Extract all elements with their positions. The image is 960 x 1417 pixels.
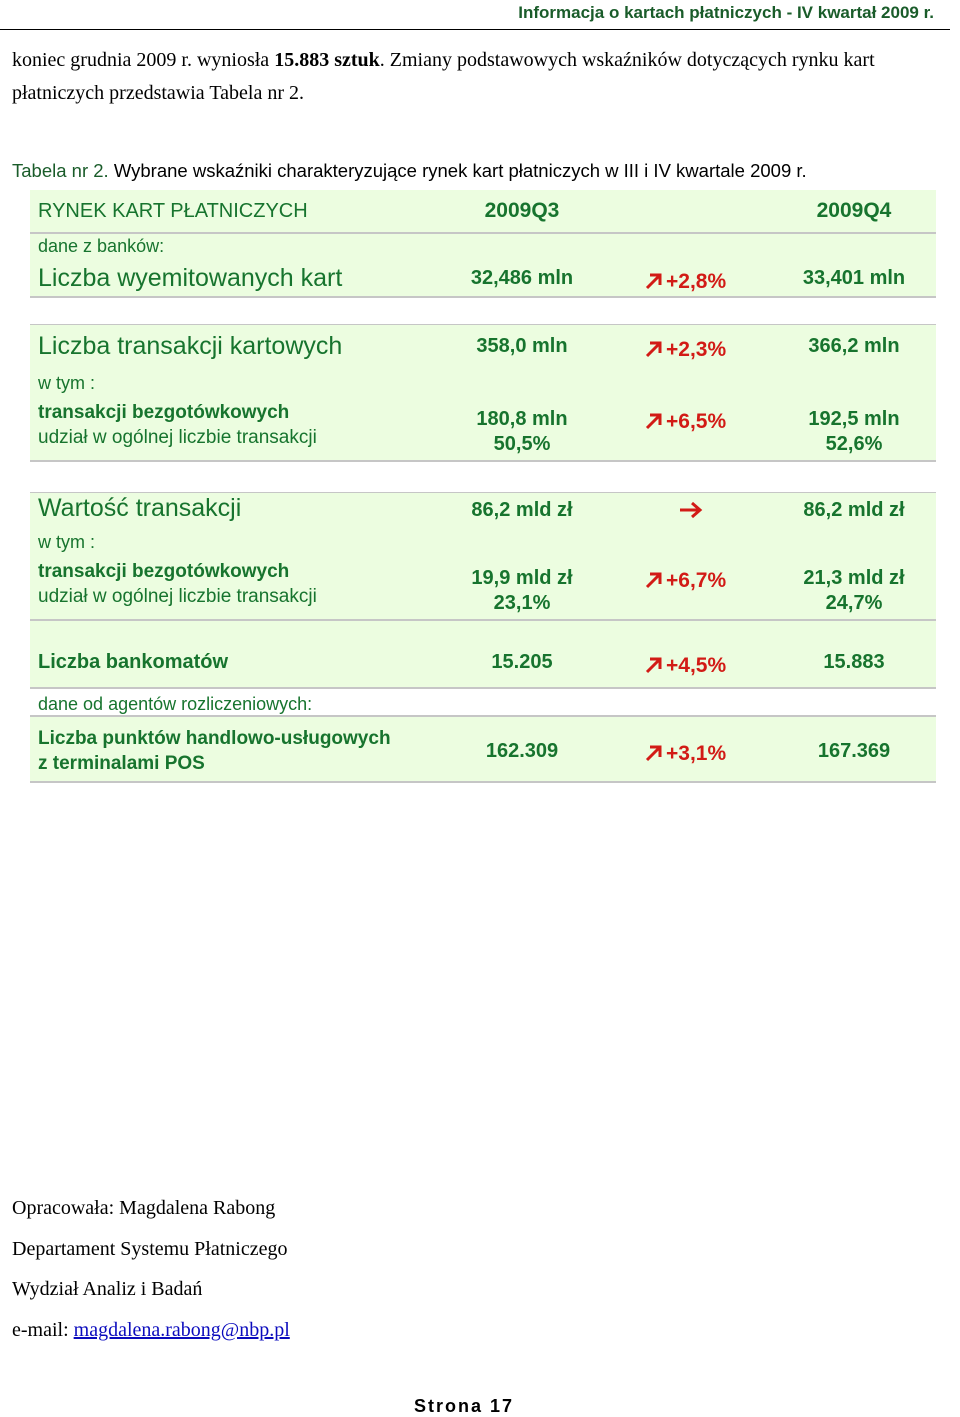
- arrow-up-right-icon: [644, 744, 664, 762]
- atms-q4: 15.883: [823, 651, 885, 673]
- value-share-q4: 24,7%: [825, 592, 883, 614]
- header-title: Informacja o kartach płatniczych - IV kwartał 2009 r.: [518, 3, 934, 22]
- transactions-sub-q3: 180,8 mln: [476, 408, 568, 430]
- arrow-up-right-icon: [644, 272, 664, 290]
- caption-label: Tabela nr 2.: [12, 160, 109, 181]
- transactions-sub-change: +6,5%: [644, 410, 726, 434]
- arrow-up-right-icon: [644, 412, 664, 430]
- value-share-label: udział w ogólnej liczbie transakcji: [38, 586, 317, 607]
- transactions-q4: 366,2 mln: [808, 335, 900, 357]
- divider: [30, 619, 936, 621]
- wtym-label: w tym :: [38, 373, 95, 393]
- atms-change: +4,5%: [644, 654, 726, 678]
- divider: [30, 687, 936, 689]
- intro-text-2: . Zmiany podstawowych wskaźników dotyczących rynku kart płatniczych przedstawia Tabela nr 2.: [12, 49, 875, 104]
- table-caption: [12, 160, 956, 182]
- divider: [30, 324, 936, 325]
- divider: [30, 492, 936, 493]
- atms-label: Liczba bankomatów: [38, 651, 229, 673]
- intro-bold: 15.883 sztuk: [274, 49, 380, 71]
- department-line: Departament Systemu Płatniczego: [12, 1237, 288, 1260]
- transactions-share-q4: 52,6%: [825, 433, 883, 455]
- value-sub-change: +6,7%: [644, 569, 726, 593]
- value-q4: 86,2 mld zł: [803, 499, 905, 521]
- divider: [30, 715, 936, 717]
- page-number: Strona 17: [414, 1396, 515, 1416]
- arrow-up-right-icon: [644, 571, 664, 589]
- author-footer: [12, 1188, 290, 1350]
- agents-label: dane od agentów rozliczeniowych:: [38, 694, 313, 714]
- pos-q4: 167.369: [817, 740, 891, 762]
- division-line: Wydział Analiz i Badań: [12, 1278, 203, 1300]
- transactions-sub-q4: 192,5 mln: [808, 408, 900, 430]
- col-header-q3: 2009Q3: [484, 199, 560, 222]
- email-line: e-mail: magdalena.rabong@nbp.pl: [12, 1318, 290, 1341]
- card-market-table: [30, 190, 936, 784]
- atms-q3: 15.205: [491, 651, 553, 673]
- pos-label-1: Liczba punktów handlowo-usługowych: [38, 728, 391, 749]
- value-sub-label: transakcji bezgotówkowych: [38, 561, 290, 582]
- value-label: Wartość transakcji: [38, 494, 242, 522]
- arrow-up-right-icon: [644, 656, 664, 674]
- intro-text-1: koniec grudnia 2009 r. wyniosła: [12, 49, 275, 71]
- cards-q4: 33,401 mln: [802, 267, 906, 289]
- value-sub-q4: 21,3 mld zł: [803, 567, 905, 589]
- cards-q3: 32,486 mln: [470, 267, 574, 289]
- table-title: RYNEK KART PŁATNICZYCH: [38, 200, 308, 222]
- transactions-q3: 358,0 mln: [476, 335, 568, 357]
- cards-label: Liczba wyemitowanych kart: [38, 264, 343, 292]
- arrow-up-right-icon: [644, 340, 664, 358]
- page-header: [0, 2, 950, 30]
- pos-label-2: z terminalami POS: [38, 753, 205, 774]
- caption-text: Wybrane wskaźniki charakteryzujące rynek kart płatniczych w III i IV kwartale 2009 r.: [108, 160, 807, 181]
- divider: [30, 296, 936, 298]
- transactions-change: +2,3%: [644, 338, 726, 362]
- pos-q3: 162.309: [485, 740, 559, 762]
- value-sub-q3: 19,9 mld zł: [471, 567, 573, 589]
- wtym-label: w tym :: [38, 532, 95, 552]
- cards-change: +2,8%: [644, 270, 726, 294]
- divider: [30, 232, 936, 234]
- transactions-label: Liczba transakcji kartowych: [38, 332, 343, 360]
- intro-paragraph: [12, 44, 956, 110]
- transactions-share-label: udział w ogólnej liczbie transakcji: [38, 427, 317, 448]
- value-share-q3: 23,1%: [493, 592, 551, 614]
- email-link[interactable]: magdalena.rabong@nbp.pl: [73, 1318, 290, 1341]
- transactions-share-q3: 50,5%: [493, 433, 551, 455]
- arrow-right-icon: [678, 501, 704, 524]
- author-line: Opracowała: Magdalena Rabong: [12, 1197, 276, 1219]
- banks-label: dane z banków:: [38, 236, 165, 256]
- transactions-sub-label: transakcji bezgotówkowych: [38, 402, 290, 423]
- value-q3: 86,2 mld zł: [471, 499, 573, 521]
- pos-change: +3,1%: [644, 742, 726, 766]
- divider: [30, 781, 936, 783]
- col-header-q4: 2009Q4: [816, 199, 892, 222]
- divider: [30, 460, 936, 462]
